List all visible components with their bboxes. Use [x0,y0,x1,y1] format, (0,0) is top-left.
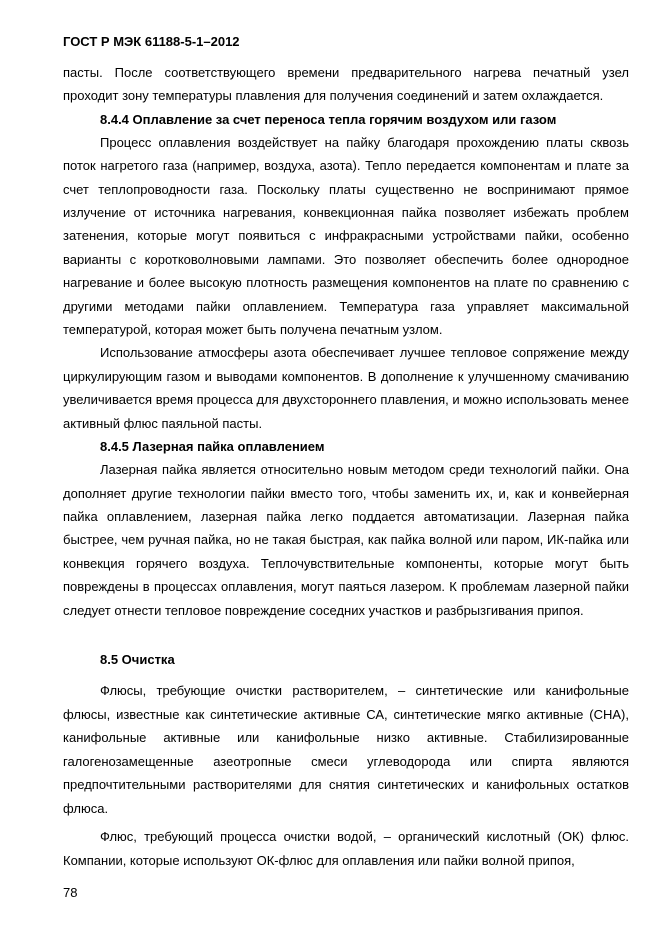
body-text-block-2 [63,679,629,872]
section-heading-8-4-5: 8.4.5 Лазерная пайка оплавлением [100,439,325,455]
paragraph: Лазерная пайка является относительно новым методом среди технологий пайки. Она дополняет другие технологии пайки вместо того, чтобы заменить их, и, как и конвейерная пайка оплавлением, лазерная пайка легко поддается автоматизации. Лазерная пайка быстрее, чем ручная пайка, но не такая быстрая, как пайка волной или паром, ИК-пайка или конвекция горячего воздуха. Теплочувствительные компоненты, которые могут быть повреждены в процессах оплавления, могут паяться лазером. К проблемам лазерной пайки следует отнести тепловое повреждение соседних участков и разбрызгивания припоя. [63,462,629,618]
section-heading-8-5: 8.5 Очистка [100,652,175,667]
paragraph: Процесс оплавления воздействует на пайку благодаря прохождению платы сквозь поток нагретого газа (например, воздуха, азота). Тепло передается компонентам и плате за счет теплопроводности газа. Поскольку платы существенно не воспринимают прямое излучение от источника нагревания, конвекционная пайка позволяет избежать проблем затенения, которые могут появиться с инфракрасными устройствами пайки, особенно варианты с коротковолновыми лампами. Это позволяет обеспечить более однородное нагревание и более высокую плотность размещения компонентов на плате по сравнению с другими методами пайки оплавлением. Температура газа управляет максимальной температурой, которая может быть получена печатным узлом. [63,134,629,338]
page-number: 78 [63,885,78,900]
paragraph: Использование атмосферы азота обеспечивает лучшее тепловое сопряжение между циркулирующим газом и выводами компонентов. В дополнение к улучшенному смачиванию увеличивается время процесса для двухстороннего плавления, и можно использовать менее активный флюс паяльной пасты. [63,345,629,431]
paragraph: Флюс, требующий процесса очистки водой, – органический кислотный (ОК) флюс. Компании, которые используют ОК-флюс для оплавления или пайки волной припоя, [63,829,629,868]
section-heading-8-4-4: 8.4.4 Оплавление за счет переноса тепла горячим воздухом или газом [100,111,557,127]
paragraph: Флюсы, требующие очистки растворителем, – синтетические или канифольные флюсы, известные как синтетические активные СА, синтетические мягко активные (СНА), канифольные активные или канифольные низко активные. Стабилизированные галогенозамещенные азеотропные смеси углеводорода или спирта являются предпочтительными растворителями для снятия синтетических и канифольных остатков флюса. [63,683,629,816]
body-text-block-1 [63,61,629,622]
document-header: ГОСТ Р МЭК 61188-5-1–2012 [63,34,240,49]
paragraph-continuation: пасты. После соответствующего времени предварительного нагрева печатный узел проходит зону температуры плавления для получения соединений и затем охлаждается. [63,65,629,104]
